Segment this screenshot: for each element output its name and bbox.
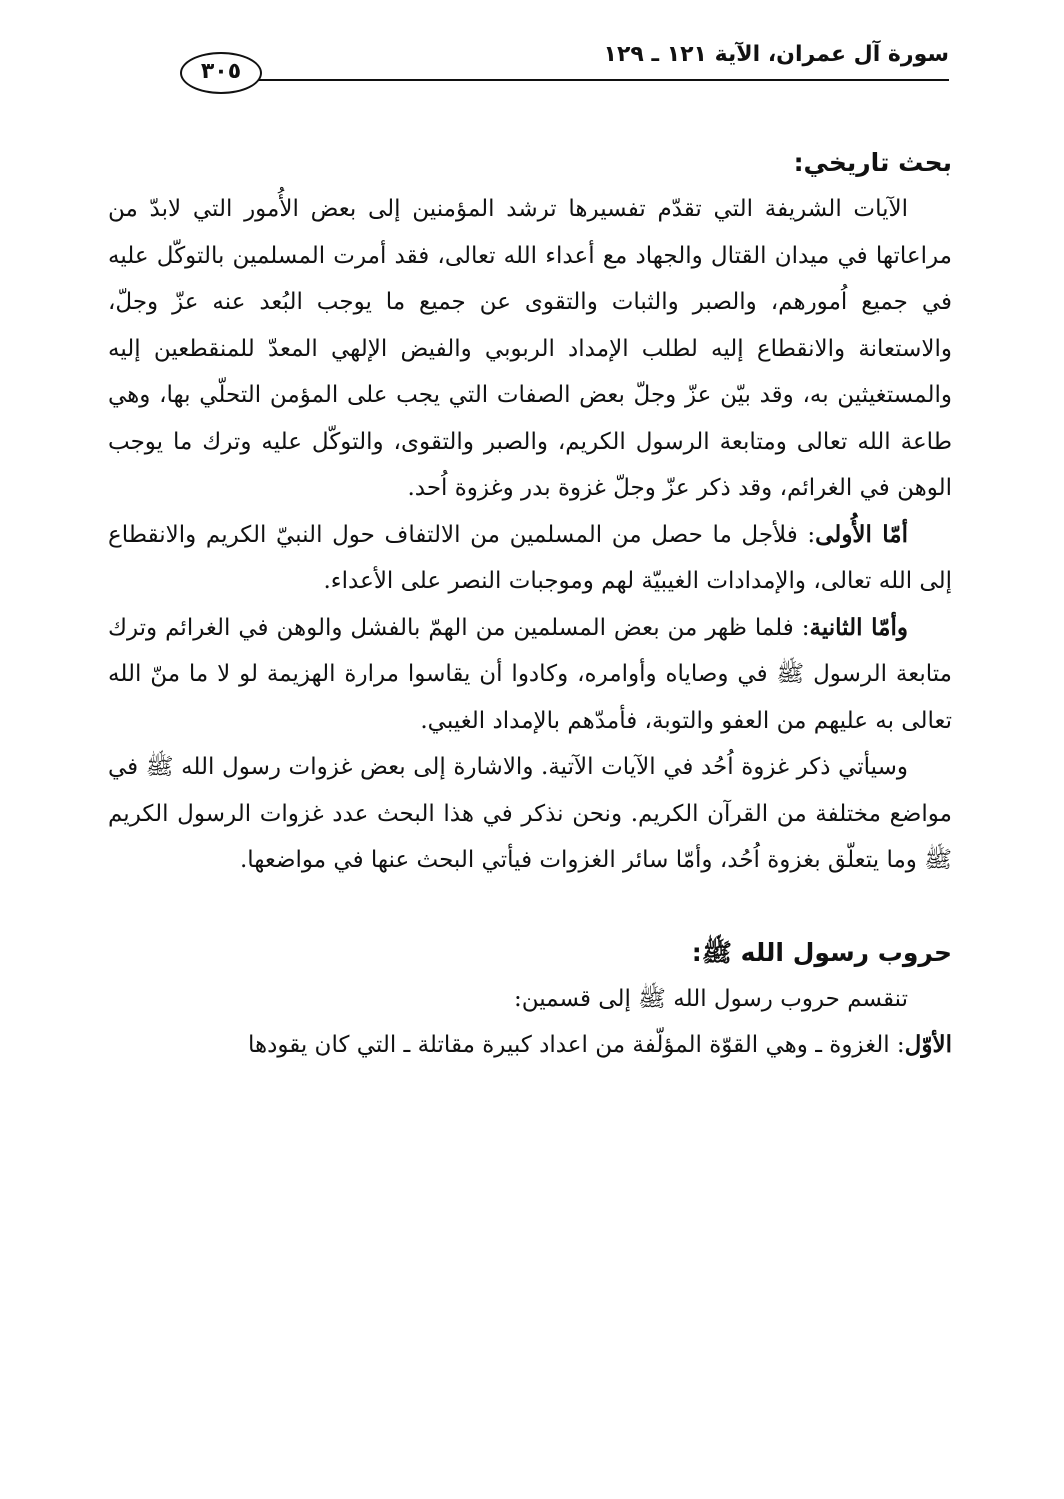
paragraph <box>108 512 952 605</box>
paragraph-lead: أمّا الأُولى <box>815 520 908 548</box>
running-header <box>110 34 949 84</box>
paragraph-text: : الغزوة ـ وهي القوّة المؤلّفة من اعداد كبيرة مقاتلة ـ التي كان يقودها <box>247 1032 905 1058</box>
section-heading-wars: حروب رسول الله ﷺ: <box>691 937 952 967</box>
paragraph-text: : فلأجل ما حصل من المسلمين من الالتفاف حول النبيّ الكريم والانقطاع إلى الله تعالى، والإمدادات الغيبيّة لهم وموجبات النصر على الأعداء. <box>108 521 952 594</box>
paragraph-lead: الأوّل <box>904 1031 952 1058</box>
paragraph: تنقسم حروب رسول الله ﷺ إلى قسمين: <box>513 985 908 1012</box>
paragraph: الآيات الشريفة التي تقدّم تفسيرها ترشد المؤمنين إلى بعض الأُمور التي لابدّ من مراعاتها في ميدان القتال والجهاد مع أعداء الله تعالى، فقد أمرت المسلمين بالتوكّل عليه في جميع اُمورهم، والصبر والثبات والتقوى عن جميع ما يوجب البُعد عنه عزّ وجلّ، والاستعانة والانقطاع إليه لطلب الإمداد الربوبي والفيض الإلهي المعدّ للمنقطعين إليه والمستغيثين به، وقد بيّن عزّ وجلّ بعض الصفات التي يجب على المؤمن التحلّي بها، وهي طاعة الله تعالى ومتابعة الرسول الكريم، والصبر والتقوى، والتوكّل عليه وترك ما يوجب الوهن في الغرائم، وقد ذكر عزّ وجلّ غزوة بدر وغزوة اُحد. <box>108 196 952 501</box>
paragraph <box>108 1022 952 1069</box>
paragraph-lead: وأمّا الثانية <box>809 613 908 641</box>
paragraph: وسيأتي ذكر غزوة اُحُد في الآيات الآتية. والاشارة إلى بعض غزوات رسول الله ﷺ في مواضع مختلفة من القرآن الكريم. ونحن نذكر في هذا البحث عدد غزوات الرسول الكريم ﷺ وما يتعلّق بغزوة اُحُد، وأمّا سائر الغزوات فيأتي البحث عنها في مواضعها. <box>108 754 952 873</box>
body-text <box>108 140 952 1069</box>
paragraph <box>108 605 952 745</box>
section-heading-historical: بحث تاريخي: <box>793 148 952 177</box>
paragraph-text: : فلما ظهر من بعض المسلمين من الهمّ بالفشل والوهن في الغرائم وترك متابعة الرسول ﷺ في وصاياه وأوامره، وكادوا أن يقاسوا مرارة الهزيمة لو لا ما منّ الله تعالى به عليهم من العفو والتوبة، فأمدّهم بالإمداد الغيبي. <box>108 614 952 734</box>
page-number: ٣٠٥ <box>180 52 262 94</box>
section-gap <box>108 884 952 930</box>
running-title: سورة آل عمران، الآية ١٢١ ـ ١٢٩ <box>603 42 949 67</box>
header-rule <box>250 79 949 81</box>
